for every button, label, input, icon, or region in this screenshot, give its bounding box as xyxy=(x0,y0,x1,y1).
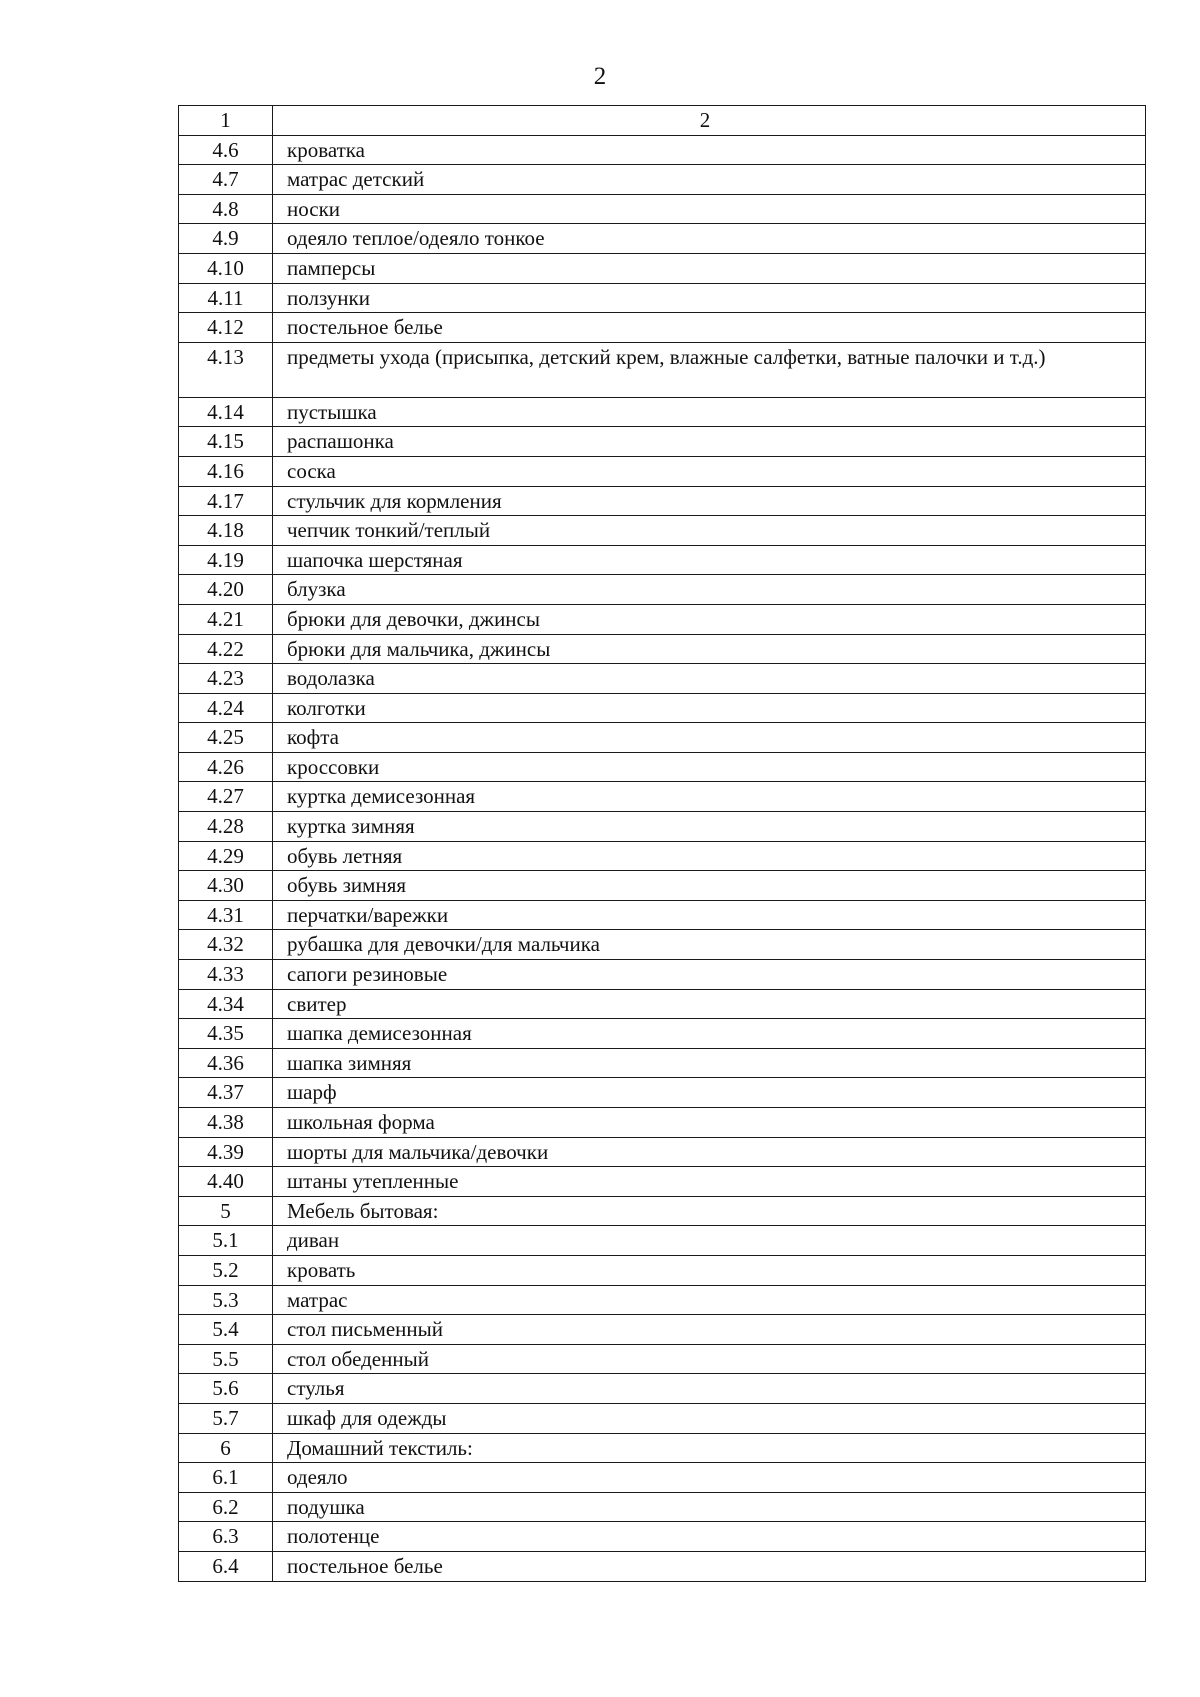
row-number-cell: 4.39 xyxy=(179,1137,273,1167)
row-number-cell: 4.8 xyxy=(179,194,273,224)
row-name-cell: куртка демисезонная xyxy=(273,782,1146,812)
row-name-cell: шорты для мальчика/девочки xyxy=(273,1137,1146,1167)
table-row xyxy=(179,1551,1146,1581)
row-number-cell: 4.12 xyxy=(179,313,273,343)
table-row xyxy=(179,1078,1146,1108)
row-name-cell: одеяло xyxy=(273,1463,1146,1493)
table-row xyxy=(179,1463,1146,1493)
row-number-cell: 4.7 xyxy=(179,165,273,195)
table-row xyxy=(179,456,1146,486)
row-number-cell: 4.36 xyxy=(179,1048,273,1078)
row-name-cell: сапоги резиновые xyxy=(273,960,1146,990)
table-row xyxy=(179,545,1146,575)
row-number-cell: 4.6 xyxy=(179,135,273,165)
row-name-cell: стол обеденный xyxy=(273,1344,1146,1374)
row-name-cell: стульчик для кормления xyxy=(273,486,1146,516)
row-name-cell: Домашний текстиль: xyxy=(273,1433,1146,1463)
table-row xyxy=(179,1374,1146,1404)
table-row xyxy=(179,634,1146,664)
row-number-cell: 5.7 xyxy=(179,1403,273,1433)
row-name-cell: кроватка xyxy=(273,135,1146,165)
row-name-cell: предметы ухода (присыпка, детский крем, влажные салфетки, ватные палочки и т.д.) xyxy=(273,342,1146,397)
row-number-cell: 4.35 xyxy=(179,1019,273,1049)
table-row xyxy=(179,1019,1146,1049)
row-number-cell: 5 xyxy=(179,1196,273,1226)
row-number-cell: 4.14 xyxy=(179,397,273,427)
row-number-cell: 4.21 xyxy=(179,604,273,634)
table-row xyxy=(179,165,1146,195)
row-name-cell: стол письменный xyxy=(273,1315,1146,1345)
row-name-cell: кроссовки xyxy=(273,752,1146,782)
items-table xyxy=(178,105,1146,1582)
table-row xyxy=(179,812,1146,842)
row-number-cell: 6.2 xyxy=(179,1492,273,1522)
row-number-cell: 4.20 xyxy=(179,575,273,605)
table-header-row xyxy=(179,106,1146,136)
row-number-cell: 4.23 xyxy=(179,664,273,694)
row-name-cell: колготки xyxy=(273,693,1146,723)
row-number-cell: 4.33 xyxy=(179,960,273,990)
row-number-cell: 4.32 xyxy=(179,930,273,960)
row-number-cell: 4.15 xyxy=(179,427,273,457)
table-row xyxy=(179,1108,1146,1138)
row-name-cell: одеяло теплое/одеяло тонкое xyxy=(273,224,1146,254)
row-number-cell: 6.1 xyxy=(179,1463,273,1493)
row-number-cell: 4.29 xyxy=(179,841,273,871)
row-name-cell: рубашка для девочки/для мальчика xyxy=(273,930,1146,960)
row-name-cell: стулья xyxy=(273,1374,1146,1404)
table-row xyxy=(179,930,1146,960)
table-row xyxy=(179,723,1146,753)
table-row xyxy=(179,960,1146,990)
row-number-cell: 4.25 xyxy=(179,723,273,753)
table-row xyxy=(179,135,1146,165)
row-name-cell: обувь летняя xyxy=(273,841,1146,871)
row-number-cell: 5.3 xyxy=(179,1285,273,1315)
row-name-cell: шапочка шерстяная xyxy=(273,545,1146,575)
table-row xyxy=(179,841,1146,871)
table-row xyxy=(179,1344,1146,1374)
row-number-cell: 6.3 xyxy=(179,1522,273,1552)
table-row xyxy=(179,1137,1146,1167)
header-cell-name: 2 xyxy=(273,106,1146,136)
table-row xyxy=(179,1255,1146,1285)
row-number-cell: 4.17 xyxy=(179,486,273,516)
row-number-cell: 4.26 xyxy=(179,752,273,782)
row-number-cell: 4.11 xyxy=(179,283,273,313)
table-row xyxy=(179,1167,1146,1197)
row-name-cell: брюки для мальчика, джинсы xyxy=(273,634,1146,664)
table-row xyxy=(179,253,1146,283)
row-name-cell: кровать xyxy=(273,1255,1146,1285)
row-name-cell: матрас xyxy=(273,1285,1146,1315)
table-row xyxy=(179,664,1146,694)
row-name-cell: ползунки xyxy=(273,283,1146,313)
table-row xyxy=(179,604,1146,634)
table-row xyxy=(179,486,1146,516)
table-row xyxy=(179,1048,1146,1078)
row-name-cell: шапка зимняя xyxy=(273,1048,1146,1078)
row-number-cell: 4.24 xyxy=(179,693,273,723)
table-row xyxy=(179,313,1146,343)
table-row xyxy=(179,397,1146,427)
row-name-cell: постельное белье xyxy=(273,313,1146,343)
table-row xyxy=(179,1492,1146,1522)
row-number-cell: 4.38 xyxy=(179,1108,273,1138)
row-number-cell: 6.4 xyxy=(179,1551,273,1581)
row-number-cell: 6 xyxy=(179,1433,273,1463)
row-name-cell: водолазка xyxy=(273,664,1146,694)
table-row xyxy=(179,693,1146,723)
row-name-cell: блузка xyxy=(273,575,1146,605)
row-name-cell: диван xyxy=(273,1226,1146,1256)
table-row xyxy=(179,871,1146,901)
table-row xyxy=(179,782,1146,812)
row-number-cell: 4.31 xyxy=(179,900,273,930)
table-row xyxy=(179,1433,1146,1463)
row-name-cell: перчатки/варежки xyxy=(273,900,1146,930)
row-name-cell: матрас детский xyxy=(273,165,1146,195)
row-number-cell: 4.9 xyxy=(179,224,273,254)
row-name-cell: памперсы xyxy=(273,253,1146,283)
table-row xyxy=(179,752,1146,782)
table-row xyxy=(179,900,1146,930)
row-name-cell: школьная форма xyxy=(273,1108,1146,1138)
row-name-cell: чепчик тонкий/теплый xyxy=(273,516,1146,546)
table-row xyxy=(179,989,1146,1019)
row-name-cell: постельное белье xyxy=(273,1551,1146,1581)
table-row xyxy=(179,1196,1146,1226)
page-number: 2 xyxy=(593,63,607,90)
row-name-cell: носки xyxy=(273,194,1146,224)
row-name-cell: шарф xyxy=(273,1078,1146,1108)
row-name-cell: шапка демисезонная xyxy=(273,1019,1146,1049)
table-row xyxy=(179,516,1146,546)
table-row xyxy=(179,1315,1146,1345)
row-number-cell: 4.27 xyxy=(179,782,273,812)
row-name-cell: распашонка xyxy=(273,427,1146,457)
row-number-cell: 4.18 xyxy=(179,516,273,546)
row-name-cell: шкаф для одежды xyxy=(273,1403,1146,1433)
row-number-cell: 4.10 xyxy=(179,253,273,283)
row-number-cell: 4.34 xyxy=(179,989,273,1019)
table-row xyxy=(179,1522,1146,1552)
table-row xyxy=(179,283,1146,313)
row-name-cell: полотенце xyxy=(273,1522,1146,1552)
row-number-cell: 5.2 xyxy=(179,1255,273,1285)
row-name-cell: соска xyxy=(273,456,1146,486)
row-name-cell: штаны утепленные xyxy=(273,1167,1146,1197)
row-number-cell: 4.19 xyxy=(179,545,273,575)
row-name-cell: подушка xyxy=(273,1492,1146,1522)
row-number-cell: 4.16 xyxy=(179,456,273,486)
row-number-cell: 5.6 xyxy=(179,1374,273,1404)
table-row xyxy=(179,1403,1146,1433)
table-row xyxy=(179,224,1146,254)
row-number-cell: 4.37 xyxy=(179,1078,273,1108)
row-number-cell: 4.22 xyxy=(179,634,273,664)
row-name-cell: кофта xyxy=(273,723,1146,753)
row-name-cell: брюки для девочки, джинсы xyxy=(273,604,1146,634)
table-row xyxy=(179,194,1146,224)
header-cell-number: 1 xyxy=(179,106,273,136)
row-number-cell: 4.28 xyxy=(179,812,273,842)
table-row xyxy=(179,1226,1146,1256)
row-name-cell: Мебель бытовая: xyxy=(273,1196,1146,1226)
table-body xyxy=(179,106,1146,1582)
row-number-cell: 4.30 xyxy=(179,871,273,901)
row-number-cell: 5.5 xyxy=(179,1344,273,1374)
row-name-cell: обувь зимняя xyxy=(273,871,1146,901)
table-row xyxy=(179,427,1146,457)
row-name-cell: куртка зимняя xyxy=(273,812,1146,842)
row-number-cell: 4.13 xyxy=(179,342,273,397)
row-name-cell: пустышка xyxy=(273,397,1146,427)
row-number-cell: 5.1 xyxy=(179,1226,273,1256)
row-name-cell: свитер xyxy=(273,989,1146,1019)
table-row xyxy=(179,575,1146,605)
row-number-cell: 4.40 xyxy=(179,1167,273,1197)
table-row xyxy=(179,1285,1146,1315)
table-row xyxy=(179,342,1146,397)
row-number-cell: 5.4 xyxy=(179,1315,273,1345)
